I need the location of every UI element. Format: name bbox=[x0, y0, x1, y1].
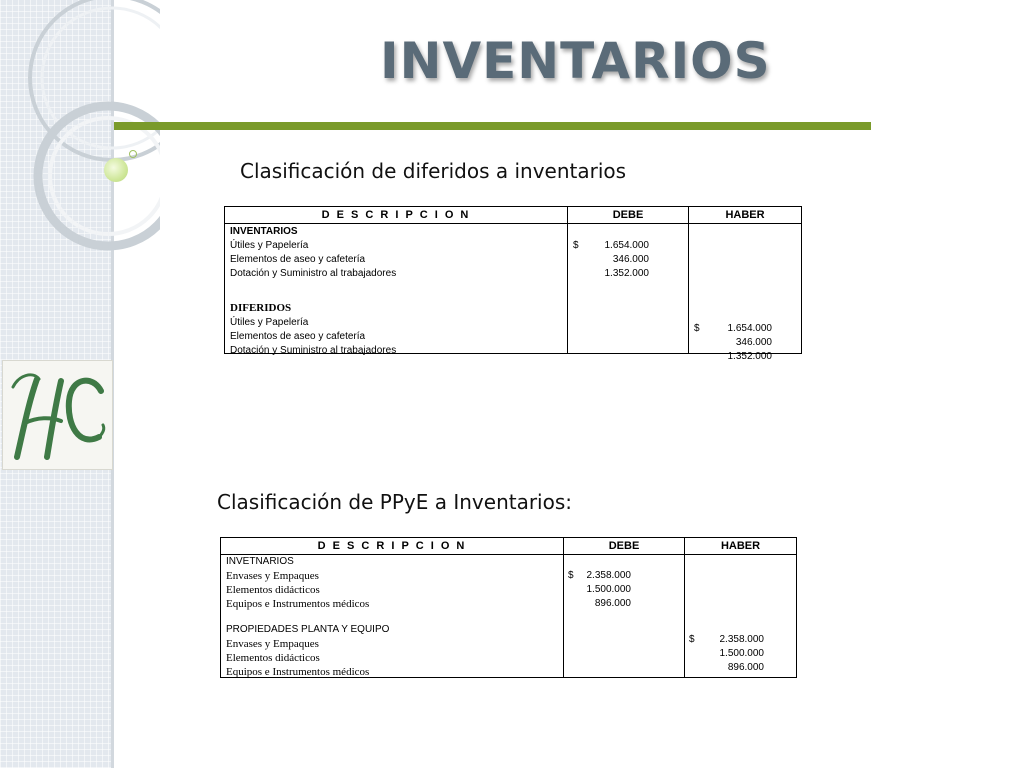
block-title: DIFERIDOS bbox=[230, 302, 292, 314]
bullet-ring-decoration bbox=[129, 150, 137, 158]
header-debe: DEBE bbox=[564, 538, 685, 555]
block-title: PROPIEDADES PLANTA Y EQUIPO bbox=[226, 624, 390, 635]
header-description: D E S C R I P C I O N bbox=[225, 207, 568, 224]
list-item: Envases y Empaques bbox=[226, 638, 319, 650]
block-title: INVETNARIOS bbox=[226, 556, 294, 567]
haber-value: 1.352.000 bbox=[727, 351, 772, 362]
list-item: Equipos e Instrumentos médicos bbox=[226, 598, 370, 610]
haber-value: 1.500.000 bbox=[719, 648, 764, 659]
list-item: Elementos de aseo y cafetería bbox=[230, 254, 366, 265]
section2-subtitle: Clasificación de PPyE a Inventarios: bbox=[217, 490, 573, 514]
section2-ledger-table bbox=[220, 537, 797, 678]
header-description: D E S C R I P C I O N bbox=[221, 538, 564, 555]
haber-value: 2.358.000 bbox=[719, 634, 764, 645]
list-item: Equipos e Instrumentos médicos bbox=[226, 666, 370, 678]
currency-symbol: $ bbox=[694, 323, 700, 334]
debe-value: 1.500.000 bbox=[586, 584, 631, 595]
list-item: Elementos didácticos bbox=[226, 584, 320, 596]
haber-cell bbox=[685, 555, 797, 678]
list-item: Dotación y Suministro al trabajadores bbox=[230, 268, 397, 279]
block-title: INVENTARIOS bbox=[230, 226, 298, 237]
currency-symbol: $ bbox=[573, 240, 579, 251]
description-cell bbox=[225, 224, 568, 354]
description-cell bbox=[221, 555, 564, 678]
currency-symbol: $ bbox=[689, 634, 695, 645]
page-title: INVENTARIOS bbox=[380, 32, 771, 90]
debe-value: 1.352.000 bbox=[604, 268, 649, 279]
debe-value: 2.358.000 bbox=[586, 570, 631, 581]
debe-value: 896.000 bbox=[594, 598, 631, 609]
green-orb-decoration bbox=[104, 158, 128, 182]
haber-cell bbox=[689, 224, 802, 362]
debe-cell bbox=[564, 555, 685, 678]
debe-cell bbox=[568, 224, 689, 354]
section1-subtitle: Clasificación de diferidos a inventarios bbox=[240, 159, 627, 183]
hc-monogram-icon bbox=[3, 361, 114, 471]
header-haber: HABER bbox=[685, 538, 797, 555]
title-rule bbox=[114, 122, 871, 130]
list-item: Elementos didácticos bbox=[226, 652, 320, 664]
list-item: Dotación y Suministro al trabajadores bbox=[230, 345, 397, 356]
haber-value: 346.000 bbox=[735, 337, 772, 348]
debe-value: 1.654.000 bbox=[604, 240, 649, 251]
haber-value: 1.654.000 bbox=[727, 323, 772, 334]
header-debe: DEBE bbox=[568, 207, 689, 224]
list-item: Elementos de aseo y cafetería bbox=[230, 331, 366, 342]
currency-symbol: $ bbox=[568, 570, 574, 581]
section1-ledger-table bbox=[224, 206, 802, 362]
decorative-arcs bbox=[0, 0, 160, 260]
header-haber: HABER bbox=[689, 207, 802, 224]
debe-value: 346.000 bbox=[612, 254, 649, 265]
haber-value: 896.000 bbox=[727, 662, 764, 673]
list-item: Útiles y Papelería bbox=[230, 317, 309, 328]
list-item: Envases y Empaques bbox=[226, 570, 319, 582]
list-item: Útiles y Papelería bbox=[230, 240, 309, 251]
hc-logo bbox=[2, 360, 113, 470]
